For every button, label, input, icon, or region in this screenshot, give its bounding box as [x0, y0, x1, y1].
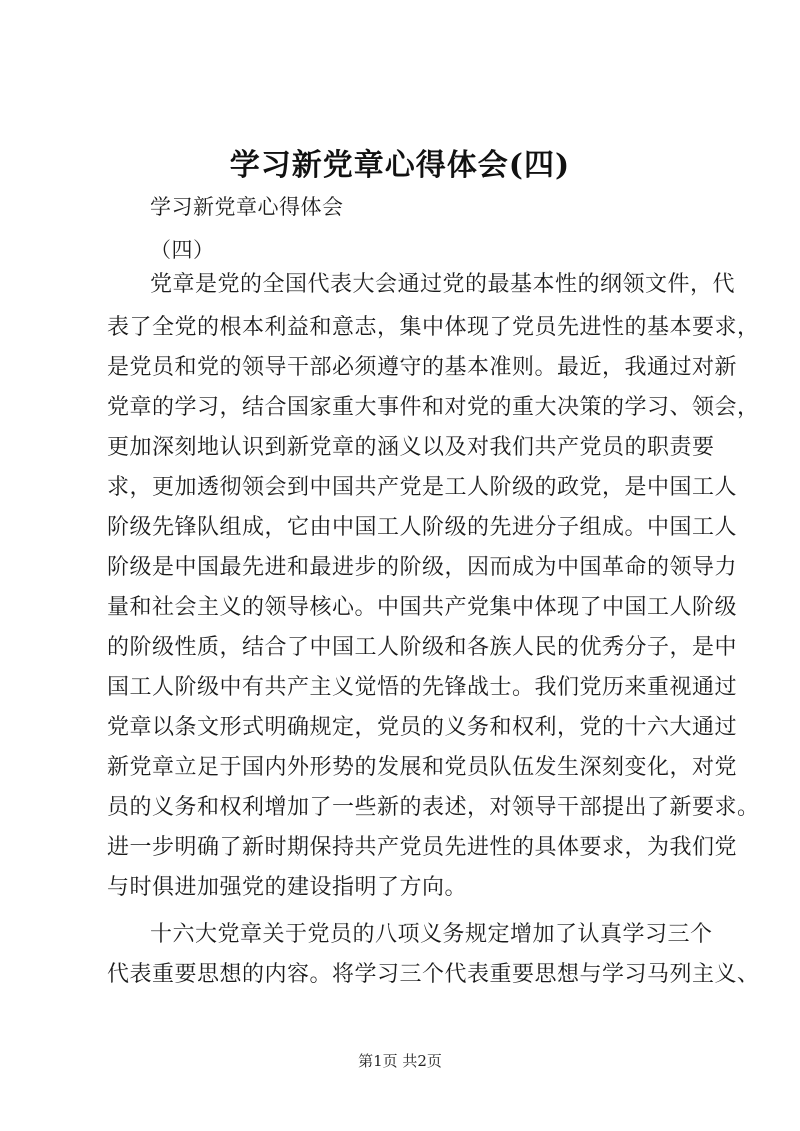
- document-subtitle: 学习新党章心得体会: [150, 195, 344, 219]
- paragraph-line: 党章是党的全国代表大会通过党的最基本性的纲领文件，代: [150, 272, 736, 297]
- paragraph-line: 更加深刻地认识到新党章的涵义以及对我们共产党员的职责要: [107, 435, 715, 460]
- paragraph-line: 阶级是中国最先进和最进步的阶级，因而成为中国革命的领导力: [107, 555, 738, 580]
- paragraph-line: 的阶级性质，结合了中国工人阶级和各族人民的优秀分子，是中: [107, 635, 738, 660]
- paragraph-line: 是党员和党的领导干部必须遵守的基本准则。最近，我通过对新: [107, 355, 738, 380]
- document-subtitle-number: （四）: [150, 238, 215, 262]
- document-title: 学习新党章心得体会(四): [229, 148, 571, 183]
- paragraph-line: 员的义务和权利增加了一些新的表述，对领导干部提出了新要求。: [107, 795, 760, 820]
- paragraph-line: 党章以条文形式明确规定，党员的义务和权利，党的十六大通过: [107, 715, 738, 740]
- paragraph-line: 阶级先锋队组成，它由中国工人阶级的先进分子组成。中国工人: [107, 515, 738, 540]
- paragraph-line: 量和社会主义的领导核心。中国共产党集中体现了中国工人阶级: [107, 595, 738, 620]
- paragraph-line: 进一步明确了新时期保持共产党员先进性的具体要求，为我们党: [107, 835, 738, 860]
- paragraph-line: 国工人阶级中有共产主义觉悟的先锋战士。我们党历来重视通过: [107, 675, 738, 700]
- paragraph-line: 党章的学习，结合国家重大事件和对党的重大决策的学习、领会，: [107, 395, 760, 420]
- paragraph-line: 求，更加透彻领会到中国共产党是工人阶级的政党，是中国工人: [107, 475, 738, 500]
- paragraph-line: 十六大党章关于党员的八项义务规定增加了认真学习三个: [150, 922, 713, 947]
- paragraph-line: 与时俱进加强党的建设指明了方向。: [107, 875, 468, 900]
- page-footer: 第1页 共2页: [358, 1052, 442, 1070]
- paragraph-line: 表了全党的根本利益和意志，集中体现了党员先进性的基本要求，: [107, 315, 760, 340]
- paragraph-line: 新党章立足于国内外形势的发展和党员队伍发生深刻变化，对党: [107, 755, 738, 780]
- paragraph-line: 代表重要思想的内容。将学习三个代表重要思想与学习马列主义、: [107, 962, 760, 987]
